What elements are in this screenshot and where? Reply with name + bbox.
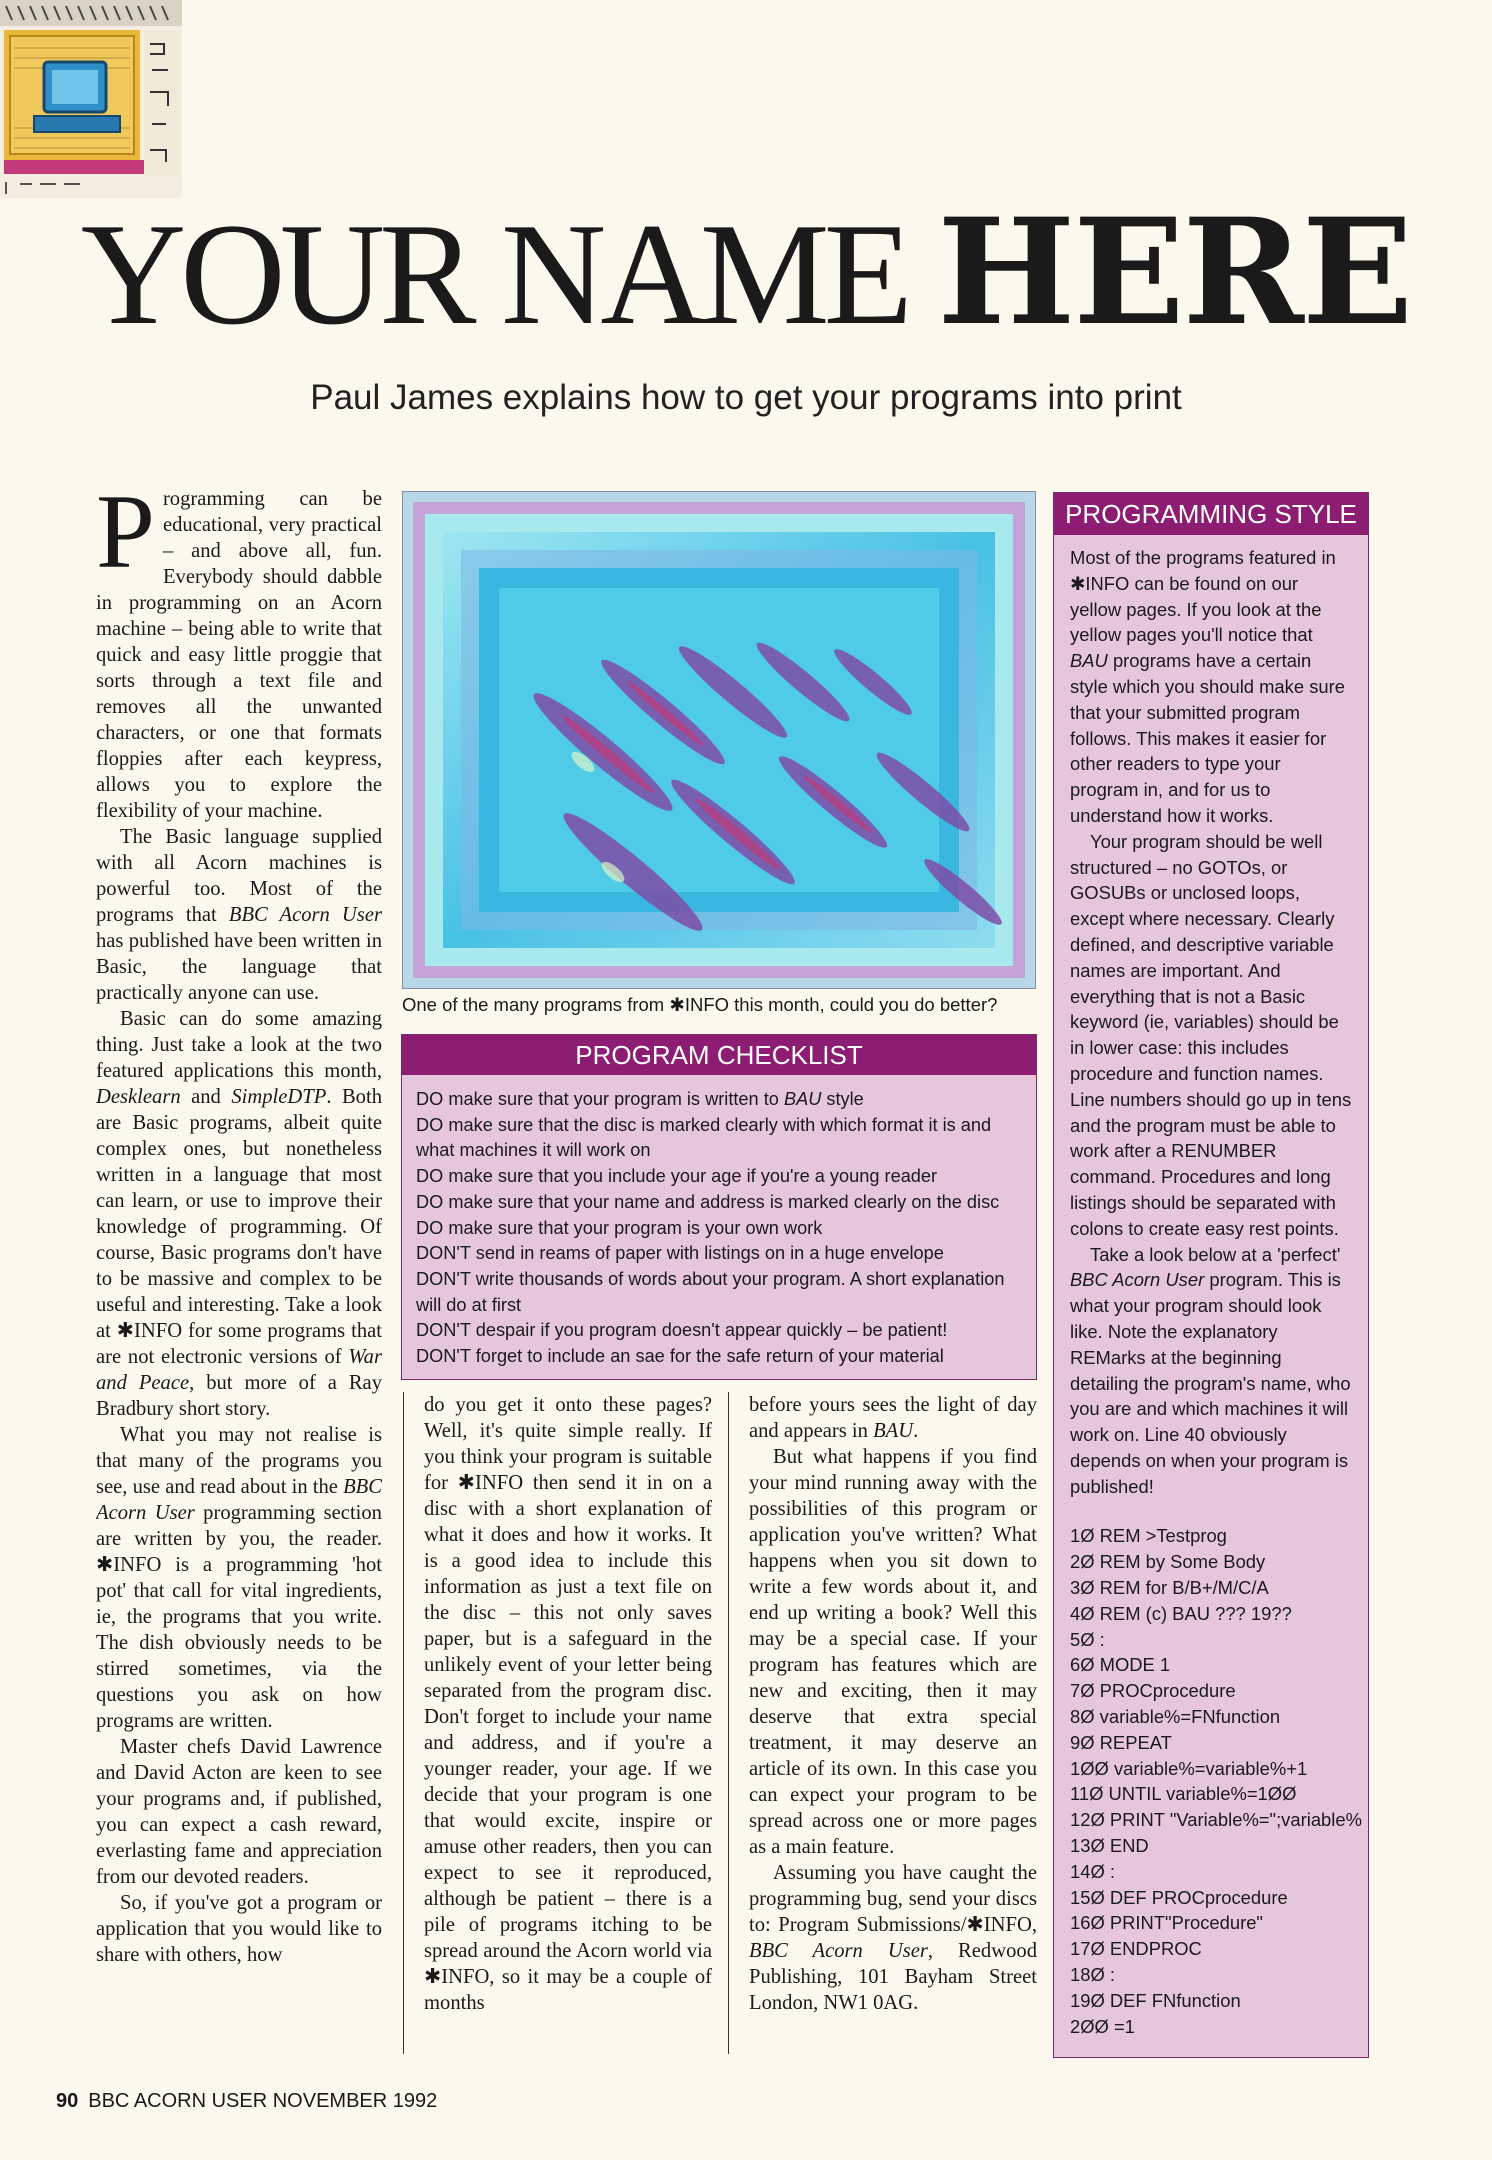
code-line: 17Ø ENDPROC [1070,1938,1202,1960]
checklist-title: PROGRAM CHECKLIST [402,1035,1036,1075]
code-line: 3Ø REM for B/B+/M/C/A [1070,1577,1269,1599]
checklist-item: DON'T send in reams of paper with listings on in a huge envelope [416,1243,944,1264]
article-column-1 [96,486,382,2060]
section-logo-computer-icon [0,0,182,198]
figure-caption: One of the many programs from ✱INFO this month, could you do better? [402,994,998,1015]
fractal-screenshot-image [402,491,1036,989]
paragraph: Your program should be well structured – no GOTOs, or GOSUBs or unclosed loops, except where necessary. Clearly defined, and descriptive variable names are important. And everything that is not a Basic keyword (ie, variables) should be in lower case: this includes procedure and function names. Line numbers should go up in tens and the program must be able to work after a RENUMBER command. Procedures and long listings should be separated with colons to create easy rest points. [1070,830,1352,1239]
paragraph: The Basic language supplied with all Acorn machines is powerful too. Most of the programs that BBC Acorn User has published have been written in Basic, the language that practically anyone can use. [96,826,382,1004]
checklist-item: DO make sure that you include your age if you're a young reader [416,1166,938,1187]
code-line: 15Ø DEF PROCprocedure [1070,1886,1288,1908]
code-line: 11Ø UNTIL variable%=1ØØ [1070,1783,1297,1805]
code-line: 2ØØ =1 [1070,2015,1135,2037]
code-listing [1070,1523,1362,2039]
title-light: YOUR NAME [80,193,938,355]
style-box-body [1054,535,1368,2039]
code-line: 5Ø : [1070,1628,1105,1650]
column-divider [403,1392,404,2054]
paragraph: Programming can be educational, very practical – and above all, fun. Everybody should dabble in programming on an Acorn machine – being able to write that quick and easy little proggie that sorts through a text file and removes all the unwanted characters, or one that formats floppies after each keypress, allows you to explore the flexibility of your machine. [96,486,382,822]
paragraph: Most of the programs featured in ✱INFO can be found on our yellow pages. If you look at the yellow pages you'll notice that BAU programs have a certain style which you should make sure that your submitted program follows. This makes it easier for other readers to type your program in, and for us to understand how it works. [1070,547,1345,826]
checklist-item: DON'T forget to include an sae for the safe return of your material [416,1346,944,1367]
paragraph: What you may not realise is that many of the programs you see, use and read about in the BBC Acorn User programming section are written by you, the reader. ✱INFO is a programming 'hot pot' that call for vital ingredients, ie, the programs that you write. The dish obviously needs to be stirred sometimes, via the questions you ask on how programs are written. [96,1424,382,1732]
code-line: 8Ø variable%=FNfunction [1070,1706,1281,1728]
title-bold: HERE [937,187,1412,358]
checklist-item: DON'T write thousands of words about your program. A short explanation will do at first [416,1268,1005,1315]
code-line: 13Ø END [1070,1835,1149,1857]
paragraph: So, if you've got a program or application that you would like to share with others, how [96,1892,382,1966]
checklist-item: DO make sure that the disc is marked clearly with which format it is and what machines it will work on [416,1114,992,1161]
paragraph: But what happens if you find your mind running away with the possibilities of this program or application you've written? What happens when you sit down to write a few words about it, and end up writing a book? Well this may be a special case. If your program has features which are new and exciting, then it may deserve that extra special treatment, it may deserve an article of its own. In this case you can expect your program to be spread across one or more pages as a main feature. [749,1446,1037,1858]
code-line: 9Ø REPEAT [1070,1731,1172,1753]
page-folio [56,2090,437,2113]
code-line: 18Ø : [1070,1964,1115,1986]
checklist-item: DO make sure that your program is your own work [416,1217,823,1238]
style-box-title: PROGRAMMING STYLE [1054,493,1368,535]
drop-cap: P [96,486,155,590]
publication-name: BBC ACORN USER NOVEMBER 1992 [88,2090,438,2112]
paragraph: Assuming you have caught the programming bug, send your discs to: Program Submissions/✱INFO, BBC Acorn User, Redwood Publishing, 101 Bayham Street London, NW1 0AG. [749,1862,1037,2014]
article-title [0,187,1492,358]
code-line: 1Ø REM >Testprog [1070,1525,1227,1547]
code-line: 7Ø PROCprocedure [1070,1680,1236,1702]
programming-style-box [1053,492,1369,2058]
code-line: 16Ø PRINT"Procedure" [1070,1912,1263,1934]
paragraph: before yours sees the light of day and appears in BAU. [749,1394,1037,1442]
paragraph: Take a look below at a 'perfect' BBC Acorn User program. This is what your program should look like. Note the explanatory REMarks at the beginning detailing the program's name, who you are and which machines it will work on. Line 40 obviously depends on when your program is published! [1070,1243,1351,1497]
checklist-item: DO make sure that your name and address is marked clearly on the disc [416,1191,1000,1212]
article-column-2 [424,1392,712,2060]
program-checklist-box [401,1034,1037,1380]
code-line: 2Ø REM by Some Body [1070,1551,1266,1573]
code-line: 6Ø MODE 1 [1070,1654,1171,1676]
paragraph: do you get it onto these pages? Well, it's quite simple really. If you think your program is suitable for ✱INFO then send it in on a disc with a short explanation of what it does and how it works. It is a good idea to include this information as just a text file on the disc – this not only saves paper, but is a safeguard in the unlikely event of your letter being separated from the program disc. Don't forget to include your name and address, and if you're a younger reader, your age. If we decide that your program is one that would excite, inspire or amuse other readers, then you can expect to see it reproduced, although be patient – there is a pile of programs itching to be spread around the Acorn world via ✱INFO, so it may be a couple of months [424,1394,712,2014]
paragraph: Basic can do some amazing thing. Just take a look at the two featured applications this month, Desklearn and SimpleDTP. Both are Basic programs, albeit quite complex ones, but nonetheless written in a language that most can learn, or use to improve their knowledge of programming. Of course, Basic programs don't have to be massive and complex to be useful and interesting. Take a look at ✱INFO for some programs that are not electronic versions of War and Peace, but more of a Ray Bradbury short story. [96,1008,382,1420]
paragraph: Master chefs David Lawrence and David Acton are keen to see your programs and, if published, you can expect a cash reward, everlasting fame and appreciation from our devoted readers. [96,1736,382,1888]
code-line: 12Ø PRINT "Variable%=";variable% [1070,1809,1362,1831]
code-line: 4Ø REM (c) BAU ??? 19?? [1070,1602,1292,1624]
checklist-list [402,1075,1036,1370]
code-line: 14Ø : [1070,1860,1115,1882]
column-divider [728,1392,729,2054]
page-number: 90 [56,2090,79,2112]
code-line: 1ØØ variable%=variable%+1 [1070,1757,1308,1779]
article-column-3 [749,1392,1037,2060]
checklist-item: DON'T despair if you program doesn't appear quickly – be patient! [416,1320,948,1341]
checklist-item: DO make sure that your program is written to BAU style [416,1089,864,1109]
article-subtitle: Paul James explains how to get your programs into print [310,378,1182,417]
code-line: 19Ø DEF FNfunction [1070,1989,1241,2011]
